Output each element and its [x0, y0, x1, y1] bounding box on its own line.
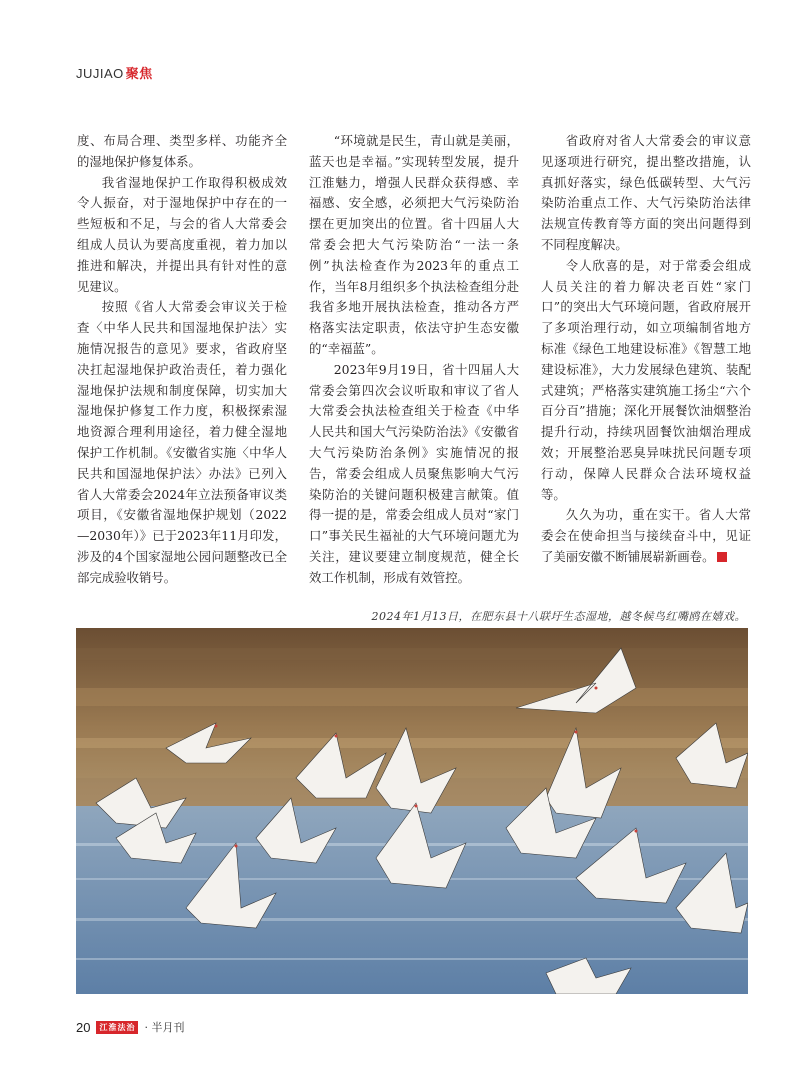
section-label-en: JUJIAO	[76, 66, 124, 81]
text-column-2	[309, 131, 519, 589]
paragraph: 省政府对省人大常委会的审议意见逐项进行研究，提出整改措施，认真抓好落实，绿色低碳转型、大气污染防治重点工作、大气污染防治法律法规宣传教育等方面的突出问题得到不同程度解决。	[541, 133, 751, 252]
issue-label: · 半月刊	[144, 1021, 185, 1034]
section-label-zh: 聚焦	[125, 67, 153, 82]
photo-caption: 2024年1月13日，在肥东县十八联圩生态湿地，越冬候鸟红嘴鸥在嬉戏。	[371, 610, 746, 623]
text-column-3	[541, 131, 751, 568]
end-mark-icon	[717, 552, 727, 562]
paragraph: 2023年9月19日，省十四届人大常委会第四次会议听取和审议了省人大常委会执法检查组关于检查《中华人民共和国大气污染防治法》《安徽省大气污染防治条例》实施情况的报告，常委会组成人员聚焦影响大气污染防治的关键问题积极建言献策。值得一提的是，常委会组成人员对“家门口”事关民生福祉的大气环境问题尤为关注，建议要建立制度规范，健全长效工作机制，形成有效管控。	[309, 361, 519, 585]
magazine-logo: 江淮法治	[96, 1021, 138, 1034]
paragraph: 度、布局合理、类型多样、功能齐全的湿地保护修复体系。	[77, 133, 287, 169]
page-number: 20	[76, 1019, 91, 1035]
photo-gulls-wetland	[76, 628, 748, 994]
section-header	[76, 63, 153, 82]
paragraph: 令人欣喜的是，对于常委会组成人员关注的着力解决老百姓“家门口”的突出大气环境问题，省政府展开了多项治理行动，如立项编制省地方标准《绿色工地建设标准》《智慧工地建设标准》，大力发展绿色建筑、装配式建筑；严格落实建筑施工扬尘“六个百分百”措施；深化开展餐饮油烟整治提升行动，持续巩固餐饮油烟治理成效；开展整治恶臭异味扰民问题专项行动，保障人民群众合法环境权益等。	[541, 257, 751, 502]
paragraph: 按照《省人大常委会审议关于检查〈中华人民共和国湿地保护法〉实施情况报告的意见》要求，省政府坚决扛起湿地保护政治责任，着力强化湿地保护法规和制度保障，切实加大湿地保护修复工作力度，积极探索湿地资源合理利用途径，着力健全湿地保护工作机制。《安徽省实施〈中华人民共和国湿地保护法〉办法》已列入省人大常委会2024年立法预备审议类项目，《安徽省湿地保护规划（2022—2030年）》已于2023年11月印发，涉及的4个国家湿地公园问题整改已全部完成验收销号。	[77, 299, 287, 585]
page-footer	[76, 1019, 184, 1035]
paragraph-text: 久久为功，重在实干。省人大常委会在使命担当与接续奋斗中，见证了美丽安徽不断铺展崭新画卷。	[541, 507, 751, 564]
paragraph-last	[541, 505, 751, 567]
paragraph: “环境就是民生，青山就是美丽，蓝天也是幸福。”实现转型发展，提升江淮魅力，增强人民群众获得感、幸福感、安全感，必须把大气污染防治摆在更加突出的位置。省十四届人大常委会把大气污染防治“一法一条例”执法检查作为2023年的重点工作，当年8月组织多个执法检查组分赴我省多地开展执法检查，推动各方严格落实法定职责，依法守护生态安徽的“幸福蓝”。	[309, 133, 519, 356]
paragraph: 我省湿地保护工作取得积极成效令人振奋，对于湿地保护中存在的一些短板和不足，与会的省人大常委会组成人员认为要高度重视，着力加以推进和解决，并提出具有针对性的意见建议。	[77, 174, 287, 294]
text-column-1	[77, 131, 287, 589]
